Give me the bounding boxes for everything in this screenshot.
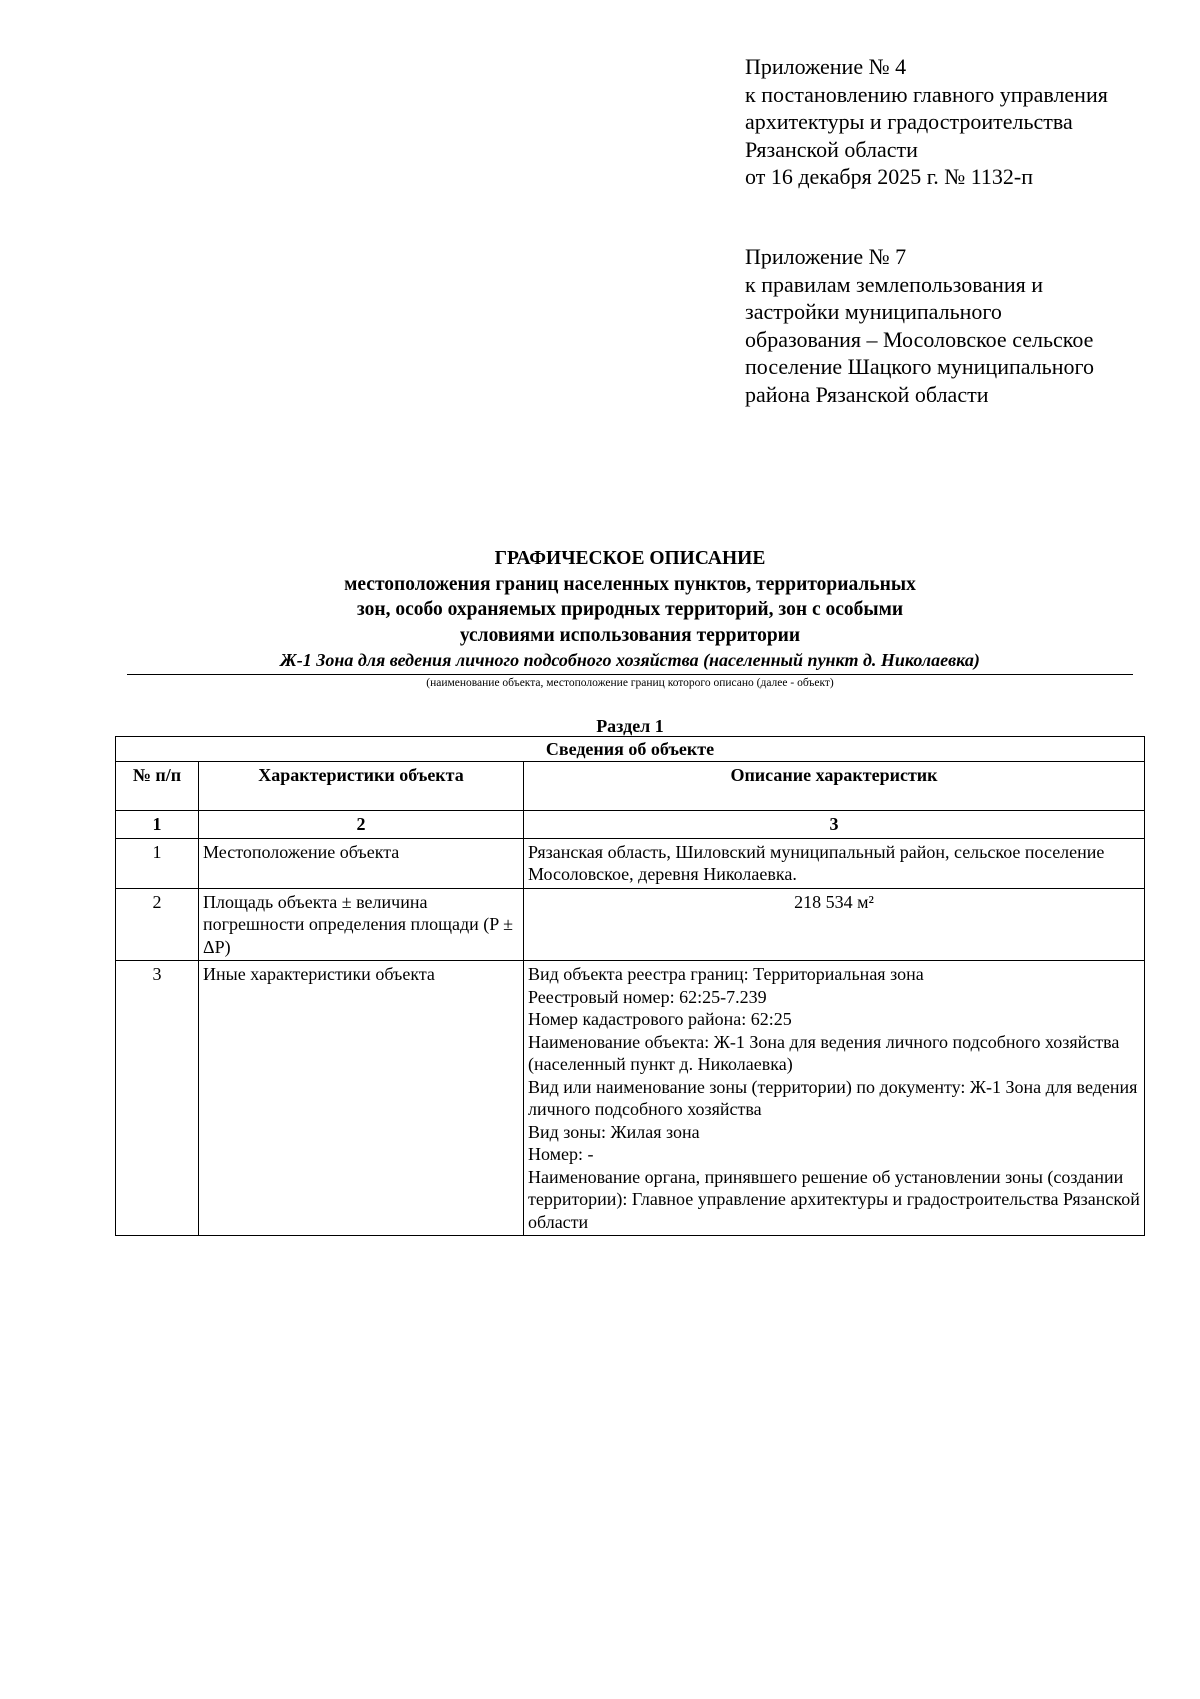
header-num: № п/п: [116, 762, 199, 811]
description-line: Вид объекта реестра границ: Территориальная зона: [528, 964, 924, 984]
description-line: Номер: -: [528, 1144, 594, 1164]
document-title-block: [127, 546, 1133, 691]
column-number-row: [116, 811, 1145, 839]
header-characteristic: Характеристики объекта: [199, 762, 524, 811]
annex-7-line: к правилам землепользования и: [745, 271, 1044, 297]
table-row: [116, 838, 1145, 888]
object-info-table: [115, 736, 1145, 1236]
description-line: Вид зоны: Жилая зона: [528, 1121, 700, 1142]
annex-7-header: [745, 243, 1185, 408]
table-caption-row: [116, 737, 1145, 762]
annex-4-line: архитектуры и градостроительства: [745, 109, 1073, 134]
row-description: 218 534 м²: [524, 888, 1145, 961]
annex-4-line: Приложение № 4: [745, 54, 907, 79]
table-caption: Сведения об объекте: [116, 737, 1145, 762]
column-number: 2: [199, 811, 524, 839]
header-description: Описание характеристик: [524, 762, 1145, 811]
description-line: Вид или наименование зоны (территории) по документу: Ж-1 Зона для ведения личного подсобного хозяйства: [528, 1076, 1138, 1119]
annex-7-line: застройки муниципального: [745, 299, 1002, 324]
table-header-row: [116, 762, 1145, 811]
table-row: [116, 961, 1145, 1236]
row-description: [524, 961, 1145, 1236]
column-number: 1: [116, 811, 199, 839]
column-number: 3: [524, 811, 1145, 839]
table-row: [116, 888, 1145, 961]
object-name-note: (наименование объекта, местоположение границ которого описано (далее - объект): [426, 677, 834, 689]
annex-4-line: к постановлению главного управления: [745, 81, 1108, 107]
row-num: 2: [116, 888, 199, 961]
row-num: 1: [116, 838, 199, 888]
annex-7-line: образования – Мосоловское сельское: [745, 326, 1094, 352]
annex-4-line: от 16 декабря 2025 г. № 1132-п: [745, 164, 1034, 189]
annex-4-header: [745, 53, 1185, 191]
document-subtitle-line: зон, особо охраняемых природных территорий, зон с особыми: [356, 599, 904, 620]
row-num: 3: [116, 961, 199, 1236]
row-characteristic: Площадь объекта ± величина погрешности определения площади (P ± ΔP): [199, 888, 524, 961]
document-subtitle-line: местоположения границ населенных пунктов, территориальных: [344, 573, 916, 595]
annex-4-line: Рязанской области: [745, 136, 918, 162]
document-heading: ГРАФИЧЕСКОЕ ОПИСАНИЕ: [494, 548, 766, 569]
object-name: Ж-1 Зона для ведения личного подсобного хозяйства (населенный пункт д. Николаевка): [280, 650, 980, 670]
description-line: Наименование объекта: Ж-1 Зона для ведения личного подсобного хозяйства (населенный пункт д. Николаевка): [528, 1031, 1120, 1074]
annex-7-line: района Рязанской области: [745, 381, 989, 407]
description-line: Наименование органа, принявшего решение об установлении зоны (создании территории): Главное управление архитектуры и градостроительства Рязанской области: [528, 1166, 1140, 1232]
annex-7-line: поселение Шацкого муниципального: [745, 354, 1094, 379]
section-title: Раздел 1: [596, 716, 664, 736]
row-characteristic: Иные характеристики объекта: [199, 961, 524, 1236]
description-line: Реестровый номер: 62:25-7.239: [528, 986, 767, 1007]
document-subtitle-line: условиями использования территории: [459, 624, 801, 646]
row-description: Рязанская область, Шиловский муниципальный район, сельское поселение Мосоловское, деревня Николаевка.: [524, 838, 1145, 888]
row-characteristic: Местоположение объекта: [199, 838, 524, 888]
annex-7-line: Приложение № 7: [745, 244, 907, 269]
description-line: Номер кадастрового района: 62:25: [528, 1009, 792, 1029]
